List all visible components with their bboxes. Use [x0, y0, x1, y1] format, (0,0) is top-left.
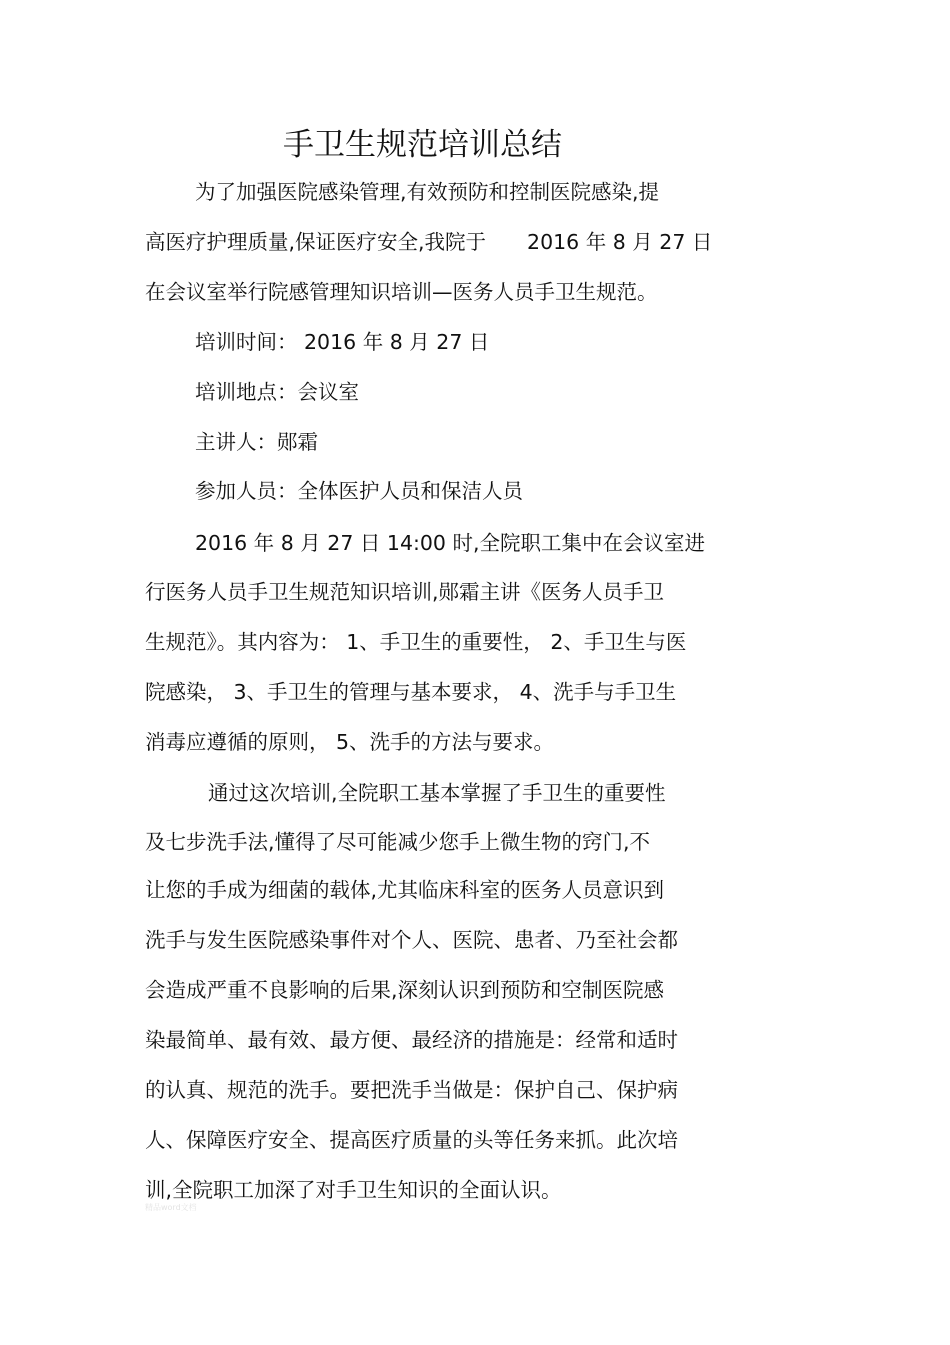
paragraph-line: 训,全院职工加深了对手卫生知识的全面认识。	[145, 1178, 562, 1202]
training-time-line: 培训时间： 2016 年 8 月 27 日	[195, 330, 490, 354]
paragraph-line: 为了加强医院感染管理,有效预防和控制医院感染,提	[195, 180, 660, 204]
paragraph-line: 院感染， 3、手卫生的管理与基本要求， 4、洗手与手卫生	[145, 680, 677, 704]
paragraph-line: 及七步洗手法,懂得了尽可能减少您手上微生物的窍门,不	[145, 830, 651, 854]
paragraph-line: 在会议室举行院感管理知识培训—医务人员手卫生规范。	[145, 280, 658, 304]
paragraph-line: 人、保障医疗安全、提高医疗质量的头等任务来抓。此次培	[145, 1128, 678, 1152]
paragraph-line: 通过这次培训,全院职工基本掌握了手卫生的重要性	[208, 781, 666, 805]
paragraph-line: 行医务人员手卫生规范知识培训,郧霜主讲《医务人员手卫	[145, 580, 665, 604]
watermark-note: 精品word文档	[145, 1203, 197, 1212]
participants-line: 参加人员：全体医护人员和保洁人员	[195, 479, 523, 503]
paragraph-line: 洗手与发生医院感染事件对个人、医院、患者、乃至社会都	[145, 928, 678, 952]
paragraph-line: 2016 年 8 月 27 日 14:00 时,全院职工集中在会议室进	[195, 531, 706, 555]
paragraph-line: 的认真、规范的洗手。要把洗手当做是：保护自己、保护病	[145, 1078, 678, 1102]
paragraph-line: 生规范》。其内容为： 1、手卫生的重要性， 2、手卫生与医	[145, 630, 687, 654]
paragraph-line: 染最简单、最有效、最方便、最经济的措施是：经常和适时	[145, 1028, 678, 1052]
paragraph-line: 消毒应遵循的原则， 5、洗手的方法与要求。	[145, 730, 555, 754]
paragraph-line: 高医疗护理质量,保证医疗安全,我院于 2016 年 8 月 27 日	[145, 230, 713, 254]
paragraph-line: 会造成严重不良影响的后果,深刻认识到预防和空制医院感	[145, 978, 665, 1002]
training-location-line: 培训地点：会议室	[195, 380, 359, 404]
paragraph-line: 让您的手成为细菌的载体,尤其临床科室的医务人员意识到	[145, 878, 665, 902]
speaker-line: 主讲人：郧霜	[195, 430, 318, 454]
document-title: 手卫生规范培训总结	[283, 127, 562, 163]
